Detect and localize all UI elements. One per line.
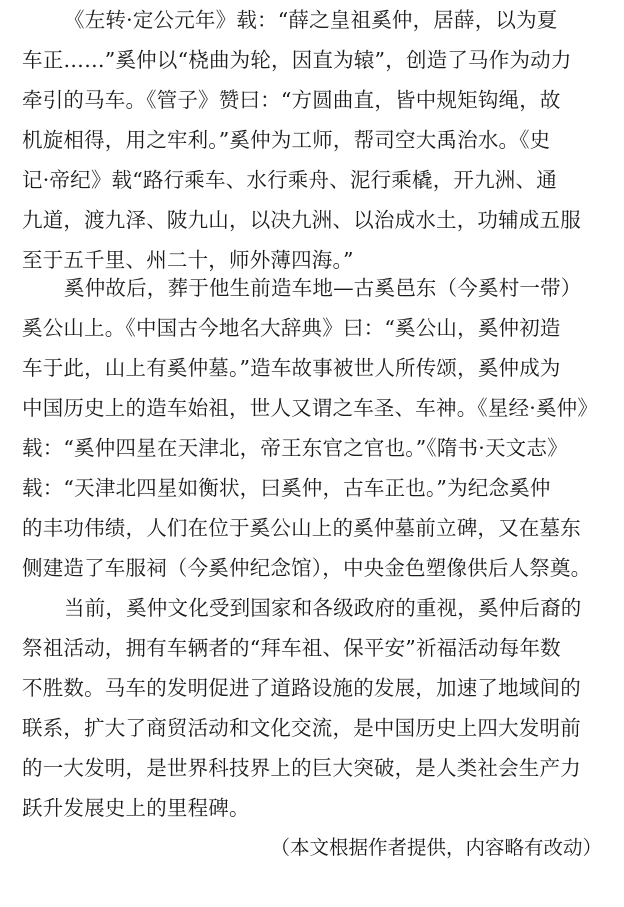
text-line: 祭祖活动，拥有车辆者的“拜车祖、保平安”祈福活动每年数 [22, 636, 561, 660]
text-line: 载：“天津北四星如衡状，曰奚仲，古车正也。”为纪念奚仲 [22, 476, 551, 500]
paragraph-3 [22, 588, 606, 828]
text-line: 九道，渡九泽、陂九山，以决九洲、以治成水土，功辅成五服 [22, 208, 581, 232]
text-line: 跃升发展史上的里程碑。 [22, 796, 250, 820]
text-line: 机旋相得，用之牢利。”奚仲为工师，帮司空大禹治水。《史 [22, 128, 551, 152]
text-line: 奚仲故后，葬于他生前造车地—古奚邑东（今奚村一带） [64, 276, 582, 300]
text-line: 当前，奚仲文化受到国家和各级政府的重视，奚仲后裔的 [64, 596, 582, 620]
text-line: 牵引的马车。《管子》赞曰：“方圆曲直，皆中规矩钩绳，故 [22, 88, 561, 112]
source-note: （本文根据作者提供，内容略有改动） [270, 836, 602, 859]
text-line: 至于五千里、州二十，师外薄四海。” [22, 248, 354, 272]
text-line: 车于此，山上有奚仲墓。”造车故事被世人所传颂，奚仲成为 [22, 356, 561, 380]
text-line: 联系，扩大了商贸活动和文化交流，是中国历史上四大发明前 [22, 716, 581, 740]
text-line: 记·帝纪》载“路行乘车、水行乘舟、泥行乘橇，开九洲、通 [22, 168, 557, 192]
text-line: 车正……”奚仲以“桡曲为轮，因直为辕”，创造了马作为动力 [22, 48, 572, 72]
text-line: 《左转·定公元年》载：“薛之皇祖奚仲，居薛，以为夏 [64, 8, 558, 32]
text-line: 载：“奚仲四星在天津北，帝王东官之官也。”《隋书·天文志》 [22, 436, 568, 460]
paragraph-1 [22, 0, 606, 280]
text-line: 不胜数。马车的发明促进了道路设施的发展，加速了地域间的 [22, 676, 581, 700]
text-line: 侧建造了车服祠（今奚仲纪念馆），中央金色塑像供后人祭奠。 [22, 556, 592, 580]
text-line: 的一大发明，是世界科技界上的巨大突破，是人类社会生产力 [22, 756, 581, 780]
text-line: 的丰功伟绩，人们在位于奚公山上的奚仲墓前立碑，又在墓东 [22, 516, 581, 540]
text-line: 奚公山上。《中国古今地名大辞典》曰：“奚公山，奚仲初造 [22, 316, 561, 340]
text-line: 中国历史上的造车始祖，世人又谓之车圣、车神。《星经·奚仲》 [22, 396, 599, 420]
paragraph-2 [22, 268, 606, 588]
